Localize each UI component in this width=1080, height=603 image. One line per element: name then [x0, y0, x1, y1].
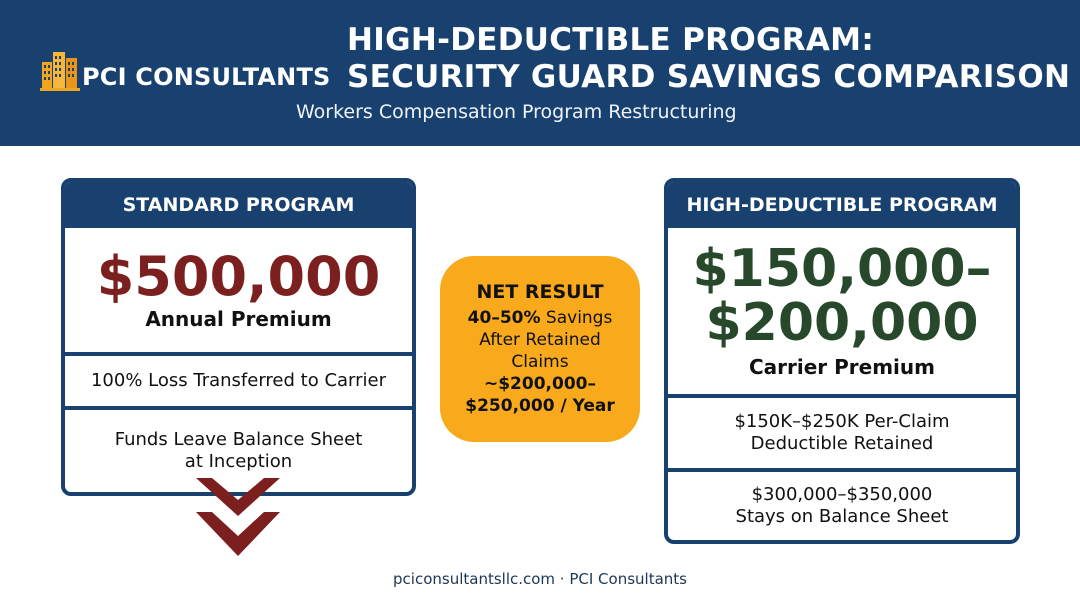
hd-premium-label: Carrier Premium [748, 355, 935, 379]
standard-premium-block [65, 228, 412, 352]
hd-point-balance [668, 472, 1016, 540]
page-title-line2: SECURITY GUARD SAVINGS COMPARISON [347, 59, 1071, 95]
hd-premium-amount-line1: $150,000– [692, 239, 992, 299]
net-result-amount-line2: $250,000 / Year [465, 396, 615, 416]
hd-premium-block [668, 228, 1016, 394]
header-banner [0, 0, 1080, 146]
page-subtitle: Workers Compensation Program Restructuring [296, 101, 737, 123]
net-result-amount-line1: ~$200,000– [483, 374, 596, 394]
building-icon [40, 48, 80, 92]
hd-point-deductible-line2: Deductible Retained [750, 433, 934, 454]
high-deductible-program-heading: HIGH-DEDUCTIBLE PROGRAM [668, 182, 1016, 228]
standard-point-loss [65, 356, 412, 406]
double-chevron-down-icon [196, 478, 280, 560]
standard-point-loss-text: 100% Loss Transferred to Carrier [90, 370, 387, 391]
standard-program-card [61, 178, 416, 496]
net-result-line3: Claims [511, 352, 569, 372]
hd-premium-amount-line2: $200,000 [705, 293, 979, 353]
hd-point-deductible [668, 398, 1016, 468]
net-result-savings-line [468, 307, 613, 329]
standard-point-funds-line2: at Inception [184, 451, 293, 472]
standard-premium-label: Annual Premium [145, 307, 332, 331]
net-result-badge [440, 256, 640, 442]
standard-premium-amount: $500,000 [96, 245, 381, 308]
hd-point-deductible-line1: $150K–$250K Per-Claim [734, 411, 950, 432]
high-deductible-program-card [664, 178, 1020, 544]
hd-point-balance-line2: Stays on Balance Sheet [735, 506, 949, 527]
standard-point-funds-line1: Funds Leave Balance Sheet [114, 429, 363, 450]
net-result-line2: After Retained [479, 330, 601, 350]
net-result-savings-word: Savings [540, 308, 613, 328]
net-result-pct: 40–50% [467, 308, 541, 328]
brand-name: PCI CONSULTANTS [82, 63, 331, 91]
page-title-line1: HIGH-DEDUCTIBLE PROGRAM: [347, 22, 875, 58]
net-result-title: NET RESULT [476, 281, 604, 303]
standard-program-heading: STANDARD PROGRAM [65, 182, 412, 228]
footer-text: pciconsultantsllc.com · PCI Consultants [393, 570, 687, 588]
hd-point-balance-line1: $300,000–$350,000 [751, 484, 933, 505]
